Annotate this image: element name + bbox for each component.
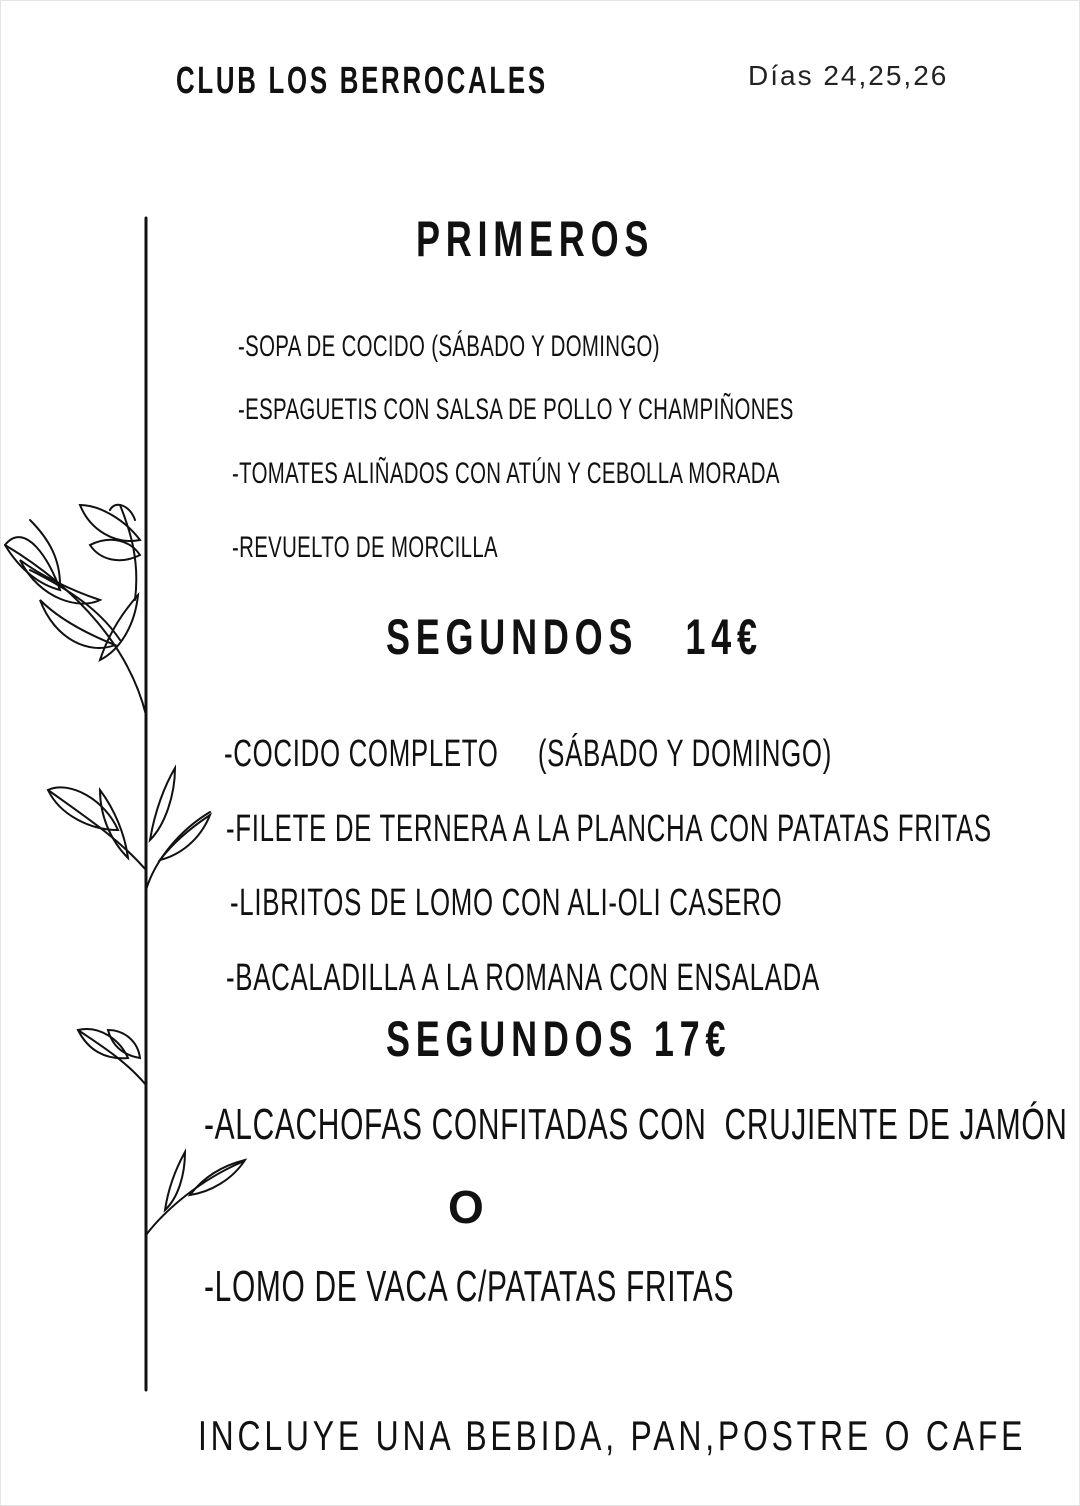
dates-label: Días 24,25,26 bbox=[748, 60, 949, 91]
primeros-item: -REVUELTO DE MORCILLA bbox=[232, 531, 498, 564]
or-separator: O bbox=[448, 1181, 484, 1233]
segundos-17-item: -LOMO DE VACA C/PATATAS FRITAS bbox=[204, 1262, 735, 1311]
segundos-14-item: -BACALADILLA A LA ROMANA CON ENSALADA bbox=[226, 957, 820, 999]
primeros-title: PRIMEROS bbox=[416, 211, 655, 267]
segundos-14-title: SEGUNDOS 14€ bbox=[386, 609, 763, 665]
primeros-item: -TOMATES ALIÑADOS CON ATÚN Y CEBOLLA MORADA bbox=[232, 457, 780, 490]
footer-includes: INCLUYE UNA BEBIDA, PAN,POSTRE O CAFE bbox=[198, 1412, 1027, 1459]
segundos-17-title: SEGUNDOS 17€ bbox=[386, 1011, 732, 1067]
segundos-17-item: -ALCACHOFAS CONFITADAS CON CRUJIENTE DE JAMÓN bbox=[204, 1100, 1068, 1149]
segundos-14-item: -FILETE DE TERNERA A LA PLANCHA CON PATATAS FRITAS bbox=[226, 808, 992, 850]
segundos-14-item: -COCIDO COMPLETO (SÁBADO Y DOMINGO) bbox=[224, 733, 833, 775]
segundos-14-item: -LIBRITOS DE LOMO CON ALI-OLI CASERO bbox=[230, 882, 783, 924]
club-name: CLUB LOS BERROCALES bbox=[176, 60, 548, 102]
primeros-item: -SOPA DE COCIDO (SÁBADO Y DOMINGO) bbox=[238, 330, 660, 363]
leaf-branch-icon bbox=[0, 0, 260, 1400]
primeros-item: -ESPAGUETIS CON SALSA DE POLLO Y CHAMPIÑONES bbox=[238, 393, 794, 426]
